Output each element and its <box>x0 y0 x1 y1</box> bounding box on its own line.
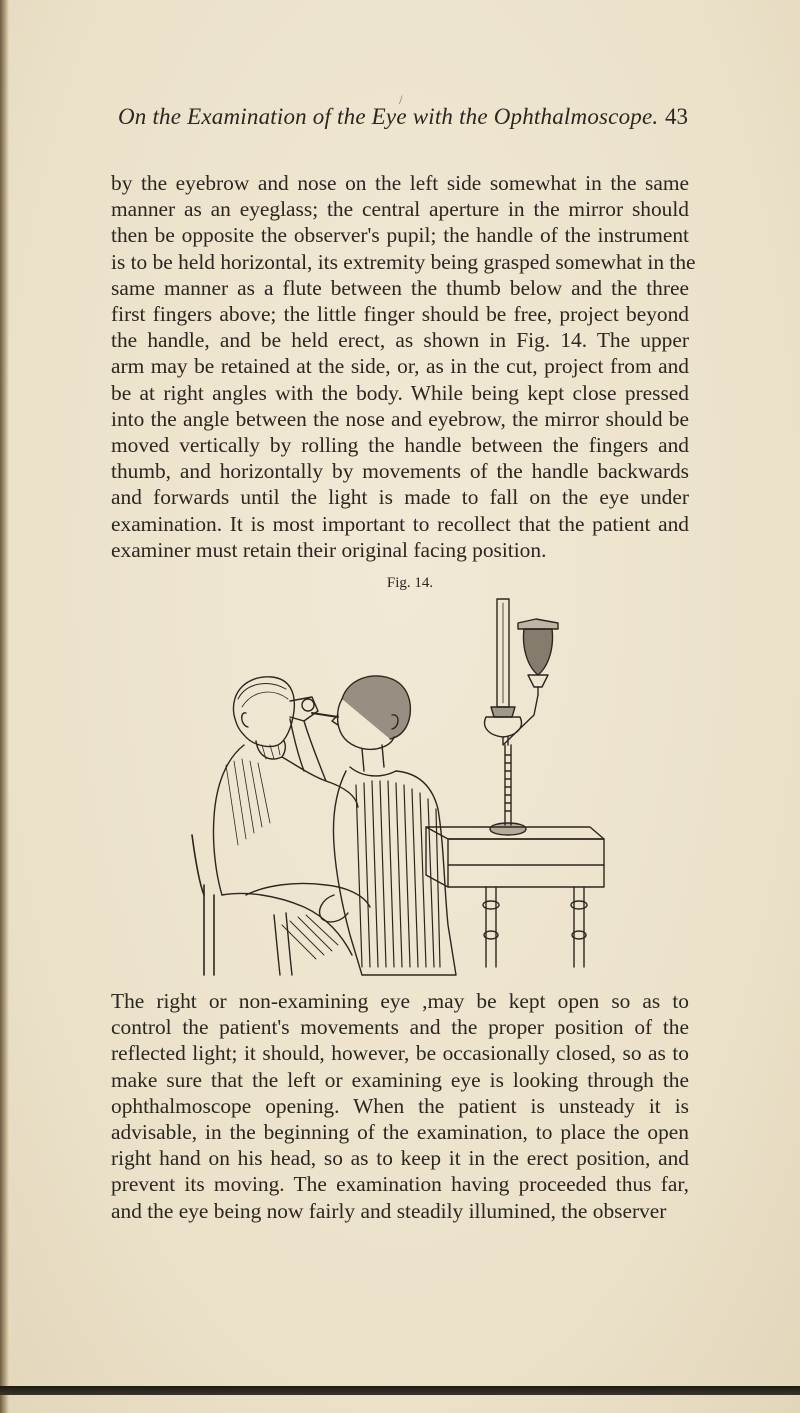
text-line: the handle, and be held erect, as shown in Fig. 14. The upper <box>111 328 689 353</box>
text-line: examination. It is most important to recollect that the patient and <box>111 511 689 536</box>
text-line: reflected light; it should, however, be occasionally closed, so as to <box>111 1041 689 1066</box>
running-title: On the Examination of the Eye with the Ophthalmoscope. <box>118 104 659 129</box>
table-drawing <box>426 827 604 967</box>
text-line: examiner must retain their original facing position. <box>111 537 547 562</box>
text-line: advisable, in the beginning of the examination, to place the open <box>111 1120 689 1145</box>
bottom-rule <box>0 1386 800 1395</box>
text-line: by the eyebrow and nose on the left side somewhat in the same <box>111 171 689 195</box>
stray-mark: / <box>399 92 403 107</box>
text-line: is to be held horizontal, its extremity being grasped somewhat in the <box>111 249 696 274</box>
lamp-drawing <box>485 599 558 835</box>
text-line: ophthalmoscope opening. When the patient is unsteady it is <box>111 1093 689 1118</box>
text-line: right hand on his head, so as to keep it in the erect position, and <box>111 1146 689 1171</box>
text-line: moved vertically by rolling the handle between the fingers and <box>111 433 689 458</box>
text-line: same manner as a flute between the thumb below and the three <box>111 275 689 300</box>
body-paragraph <box>111 988 689 1224</box>
binding-edge <box>0 0 9 1413</box>
page-number: 43 <box>665 104 688 129</box>
text-line: manner as an eyeglass; the central aperture in the mirror should <box>111 197 689 222</box>
text-line: be at right angles with the body. While being kept close pressed <box>111 380 689 405</box>
text-line: The right or non-examining eye ,may be kept open so as to <box>111 989 689 1013</box>
observer-drawing <box>192 677 370 975</box>
text-line: prevent its moving. The examination having proceeded thus far, <box>111 1172 689 1197</box>
text-line: then be opposite the observer's pupil; the handle of the instrument <box>111 223 689 248</box>
text-line: control the patient's movements and the proper position of the <box>111 1015 689 1040</box>
text-line: first fingers above; the little finger should be free, project beyond <box>111 302 689 327</box>
patient-drawing <box>320 676 456 975</box>
text-line: into the angle between the nose and eyebrow, the mirror should be <box>111 406 689 431</box>
running-head <box>118 104 688 140</box>
figure-illustration <box>186 595 612 977</box>
text-line: arm may be retained at the side, or, as in the cut, project from and <box>111 354 689 379</box>
body-paragraph <box>111 170 696 563</box>
text-line: make sure that the left or examining eye is looking through the <box>111 1067 689 1092</box>
text-line: and forwards until the light is made to fall on the eye under <box>111 485 689 510</box>
engraving-illustration <box>186 595 612 977</box>
text-line: and the eye being now fairly and steadily illumined, the observer <box>111 1198 667 1223</box>
figure-caption: Fig. 14. <box>386 575 434 591</box>
text-line: thumb, and horizontally by movements of the handle backwards <box>111 459 689 484</box>
